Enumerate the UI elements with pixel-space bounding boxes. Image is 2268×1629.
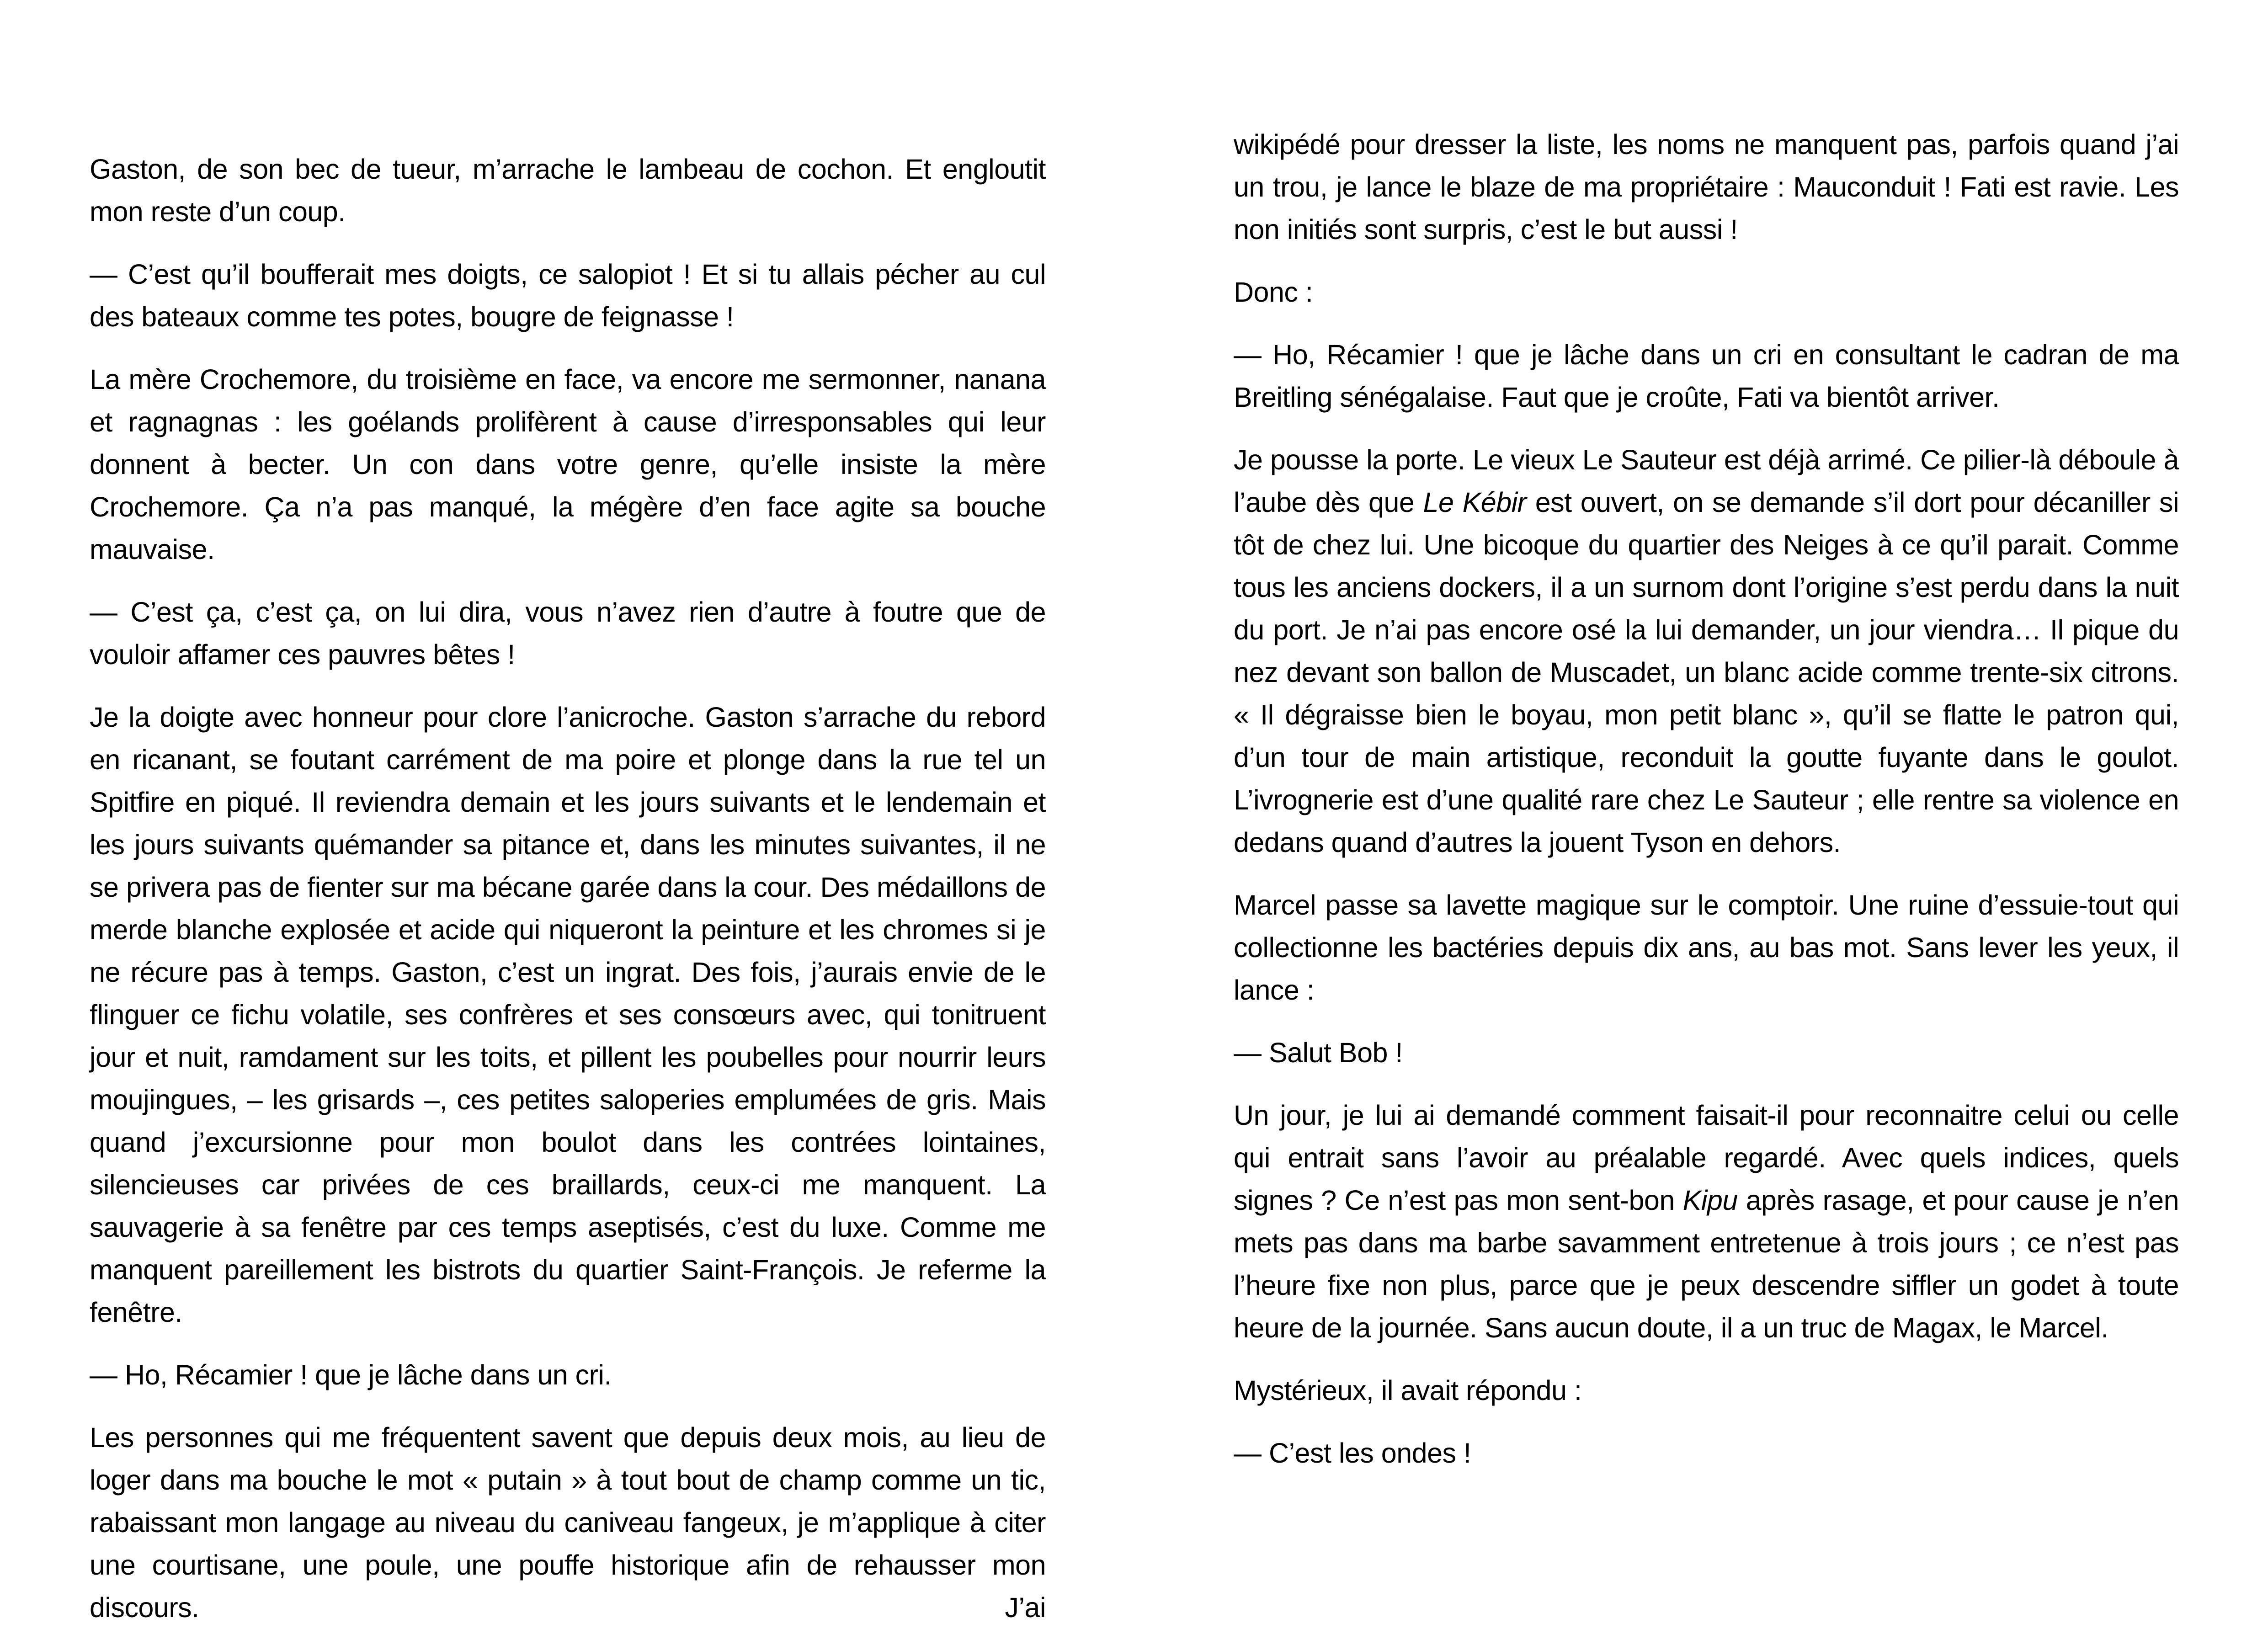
text-segment: — C’est qu’il boufferait mes doigts, ce salopiot ! Et si tu allais pécher au cul des bateaux comme tes potes, bougre de feignasse ! <box>90 259 1046 332</box>
paragraph <box>90 696 1046 1334</box>
text-segment: après rasage, et pour cause je n’en mets pas dans ma barbe savamment entretenue à trois jours ; ce n’est pas l’heure fixe non plus, parce que je peux descendre siffler un godet à toute heure de la journée. Sans aucun doute, il a un truc de Magax, le Marcel. <box>1234 1185 2179 1343</box>
text-segment: — C’est ça, c’est ça, on lui dira, vous n’avez rien d’autre à foutre que de vouloir affamer ces pauvres bêtes ! <box>90 596 1046 670</box>
paragraph <box>90 1416 1046 1629</box>
paragraph <box>90 148 1046 233</box>
paragraph <box>1234 334 2179 419</box>
text-segment: Gaston, de son bec de tueur, m’arrache le lambeau de cochon. Et engloutit mon reste d’un coup. <box>90 154 1046 227</box>
text-segment: wikipédé pour dresser la liste, les noms ne manquent pas, parfois quand j’ai un trou, je lance le blaze de ma propriétaire : Mauconduit ! Fati est ravie. Les non initiés sont surpris, c’est le but aussi ! <box>1234 129 2179 245</box>
text-segment: Je pousse la porte. Le vieux Le Sauteur est déjà arrimé. Ce pilier-là déboule à l’aube dès que <box>1234 444 2179 518</box>
text-segment: — C’est les ondes ! <box>1234 1437 1471 1469</box>
paragraph <box>1234 271 2179 314</box>
text-segment: Je la doigte avec honneur pour clore l’anicroche. Gaston s’arrache du rebord en ricanant, se foutant carrément de ma poire et plonge dans la rue tel un Spitfire en piqué. Il reviendra demain et les jours suivants et le lendemain et les jours suivants quémander sa pitance et, dans les minutes suivantes, il ne se privera pas de fienter sur ma bécane garée dans la cour. Des médaillons de merde blanche explosée et acide qui niqueront la peinture et les chromes si je ne récure pas à temps. Gaston, c’est un ingrat. Des fois, j’aurais envie de le flinguer ce fichu volatile, ses confrères et ses consœurs avec, qui tonitruent jour et nuit, ramdament sur les toits, et pillent les poubelles pour nourrir leurs moujingues, – les grisards –, ces petites saloperies emplumées de gris. Mais quand j’excursionne pour mon boulot dans les contrées lointaines, silencieuses car privées de ces braillards, ceux-ci me manquent. La sauvagerie à sa fenêtre par ces temps aseptisés, c’est du luxe. Comme me manquent pareillement les bistrots du quartier Saint-François. Je referme la fenêtre. <box>90 702 1046 1328</box>
paragraph <box>1234 1432 2179 1475</box>
text-segment: Les personnes qui me fréquentent savent que depuis deux mois, au lieu de loger dans ma bouche le mot « putain » à tout bout de champ comme un tic, rabaissant mon langage au niveau du caniveau fangeux, je m’applique à citer une courtisane, une poule, une pouffe historique afin de rehausser mon discours. J’ai <box>90 1422 1046 1623</box>
text-segment: Un jour, je lui ai demandé comment faisait-il pour reconnaitre celui ou celle qui entrait sans l’avoir au préalable regardé. Avec quels indices, quels signes ? Ce n’est pas mon sent-bon <box>1234 1100 2179 1216</box>
italic-text: Le Kébir <box>1423 487 1527 518</box>
paragraph <box>90 1354 1046 1396</box>
paragraph <box>1234 884 2179 1011</box>
text-segment: — Ho, Récamier ! que je lâche dans un cri en consultant le cadran de ma Breitling sénégalaise. Faut que je croûte, Fati va bientôt arriver. <box>1234 339 2179 413</box>
paragraph <box>90 591 1046 676</box>
paragraph <box>1234 1094 2179 1349</box>
text-segment: La mère Crochemore, du troisième en face, va encore me sermonner, nanana et ragnagnas : les goélands prolifèrent à cause d’irresponsables qui leur donnent à becter. Un con dans votre genre, qu’elle insiste la mère Crochemore. Ça n’a pas manqué, la mégère d’en face agite sa bouche mauvaise. <box>90 364 1046 565</box>
text-segment: — Ho, Récamier ! que je lâche dans un cri. <box>90 1359 612 1390</box>
text-column-left <box>90 148 1046 1629</box>
italic-text: Kipu <box>1682 1185 1738 1216</box>
paragraph <box>1234 123 2179 251</box>
text-column-right <box>1234 123 2179 1475</box>
text-segment: — Salut Bob ! <box>1234 1037 1403 1068</box>
text-segment: Donc : <box>1234 277 1313 308</box>
paragraph <box>90 253 1046 338</box>
text-segment: est ouvert, on se demande s’il dort pour décaniller si tôt de chez lui. Une bicoque du quartier des Neiges à ce qu’il parait. Comme tous les anciens dockers, il a un surnom dont l’origine s’est perdu dans la nuit du port. Je n’ai pas encore osé la lui demander, un jour viendra… Il pique du nez devant son ballon de Muscadet, un blanc acide comme trente-six citrons. « Il dégraisse bien le boyau, mon petit blanc », qu’il se flatte le patron qui, d’un tour de main artistique, reconduit la goutte fuyante dans le goulot. L’ivrognerie est d’une qualité rare chez Le Sauteur ; elle rentre sa violence en dedans quand d’autres la jouent Tyson en dehors. <box>1234 487 2179 858</box>
paragraph <box>1234 1032 2179 1074</box>
paragraph <box>1234 439 2179 864</box>
text-segment: Marcel passe sa lavette magique sur le comptoir. Une ruine d’essuie-tout qui collectionne les bactéries depuis dix ans, au bas mot. Sans lever les yeux, il lance : <box>1234 889 2179 1006</box>
text-segment: Mystérieux, il avait répondu : <box>1234 1375 1582 1406</box>
paragraph <box>1234 1369 2179 1412</box>
paragraph <box>90 358 1046 571</box>
